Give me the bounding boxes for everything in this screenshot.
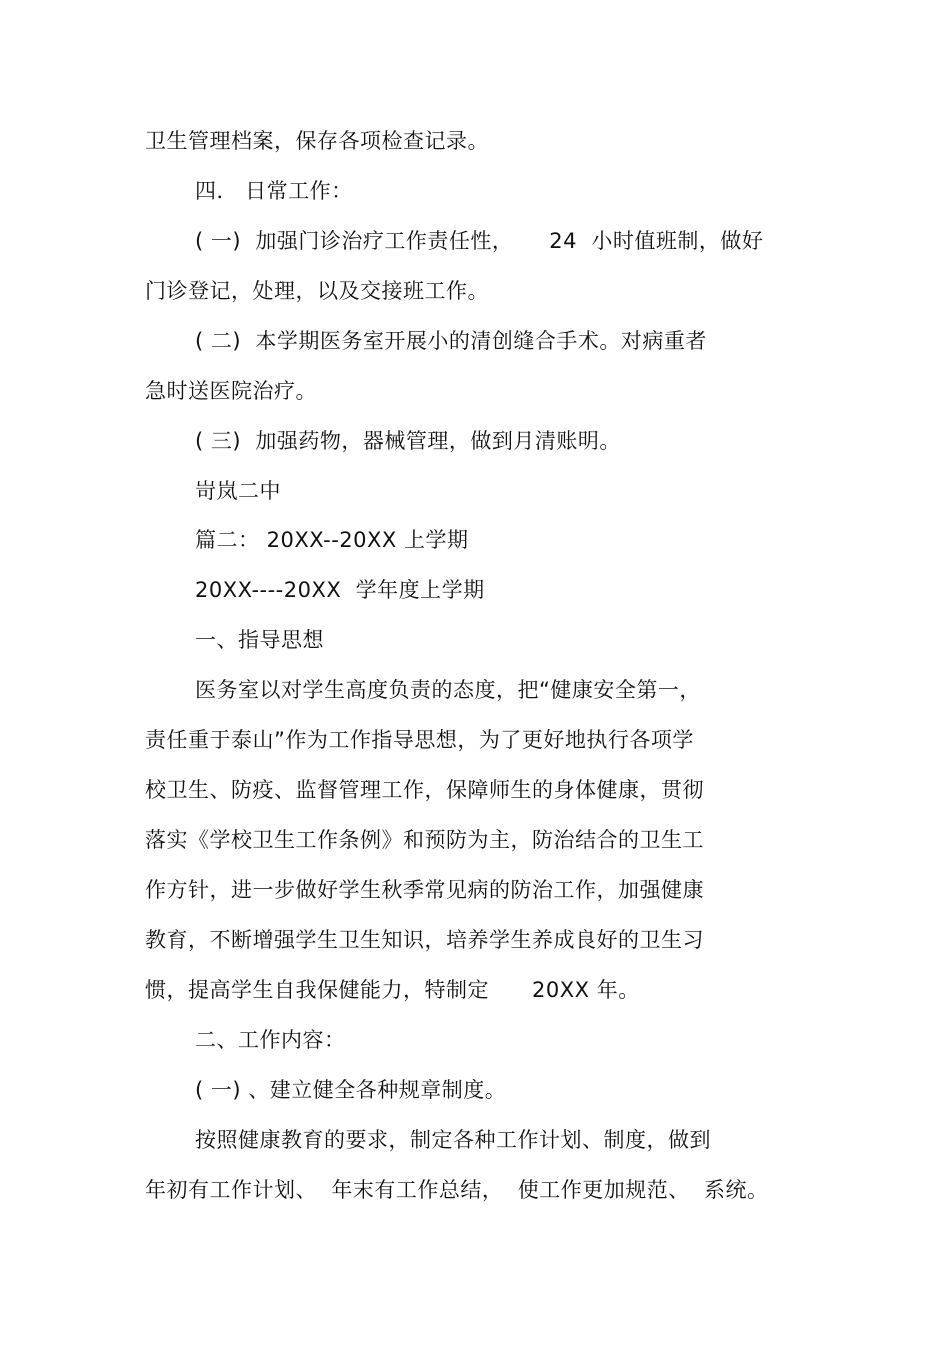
text-line: ( 三) 加强药物，器械管理，做到月清账明。 bbox=[195, 429, 621, 453]
section-heading: 一、指导思想 bbox=[195, 628, 324, 652]
text-line: ( 二) 本学期医务室开展小的清创缝合手术。对病重者 bbox=[195, 329, 707, 353]
text-line: 责任重于泰山”作为工作指导思想，为了更好地执行各项学 bbox=[145, 728, 694, 752]
text-line: 教育，不断增强学生卫生知识，培养学生养成良好的卫生习 bbox=[145, 928, 704, 952]
text-line: ( 一) 加强门诊治疗工作责任性， 24 小时值班制，做好 bbox=[195, 229, 764, 253]
term-heading: 20XX----20XX 学年度上学期 bbox=[195, 578, 485, 602]
text-line: 门诊登记，处理，以及交接班工作。 bbox=[145, 279, 489, 303]
school-name: 岢岚二中 bbox=[195, 479, 281, 503]
text-line: 急时送医院治疗。 bbox=[145, 379, 317, 403]
text-line: 校卫生、防疫、监督管理工作，保障师生的身体健康，贯彻 bbox=[145, 778, 704, 802]
text-line: 作方针，进一步做好学生秋季常见病的防治工作，加强健康 bbox=[145, 878, 704, 902]
text-line: 年初有工作计划、 年末有工作总结， 使工作更加规范、 系统。 bbox=[145, 1178, 769, 1202]
subsection-heading: ( 一) 、建立健全各种规章制度。 bbox=[195, 1078, 507, 1102]
text-line: 惯，提高学生自我保健能力，特制定 20XX 年。 bbox=[145, 978, 640, 1002]
text-line: 医务室以对学生高度负责的态度，把“健康安全第一， bbox=[195, 678, 701, 702]
text-line: 卫生管理档案，保存各项检查记录。 bbox=[145, 129, 489, 153]
part-heading: 篇二： 20XX--20XX 上学期 bbox=[195, 528, 469, 552]
text-line: 按照健康教育的要求，制定各种工作计划、制度，做到 bbox=[195, 1128, 711, 1152]
section-heading: 二、工作内容： bbox=[195, 1028, 346, 1052]
section-heading: 四． 日常工作： bbox=[195, 179, 353, 203]
text-line: 落实《学校卫生工作条例》和预防为主，防治结合的卫生工 bbox=[145, 828, 704, 852]
